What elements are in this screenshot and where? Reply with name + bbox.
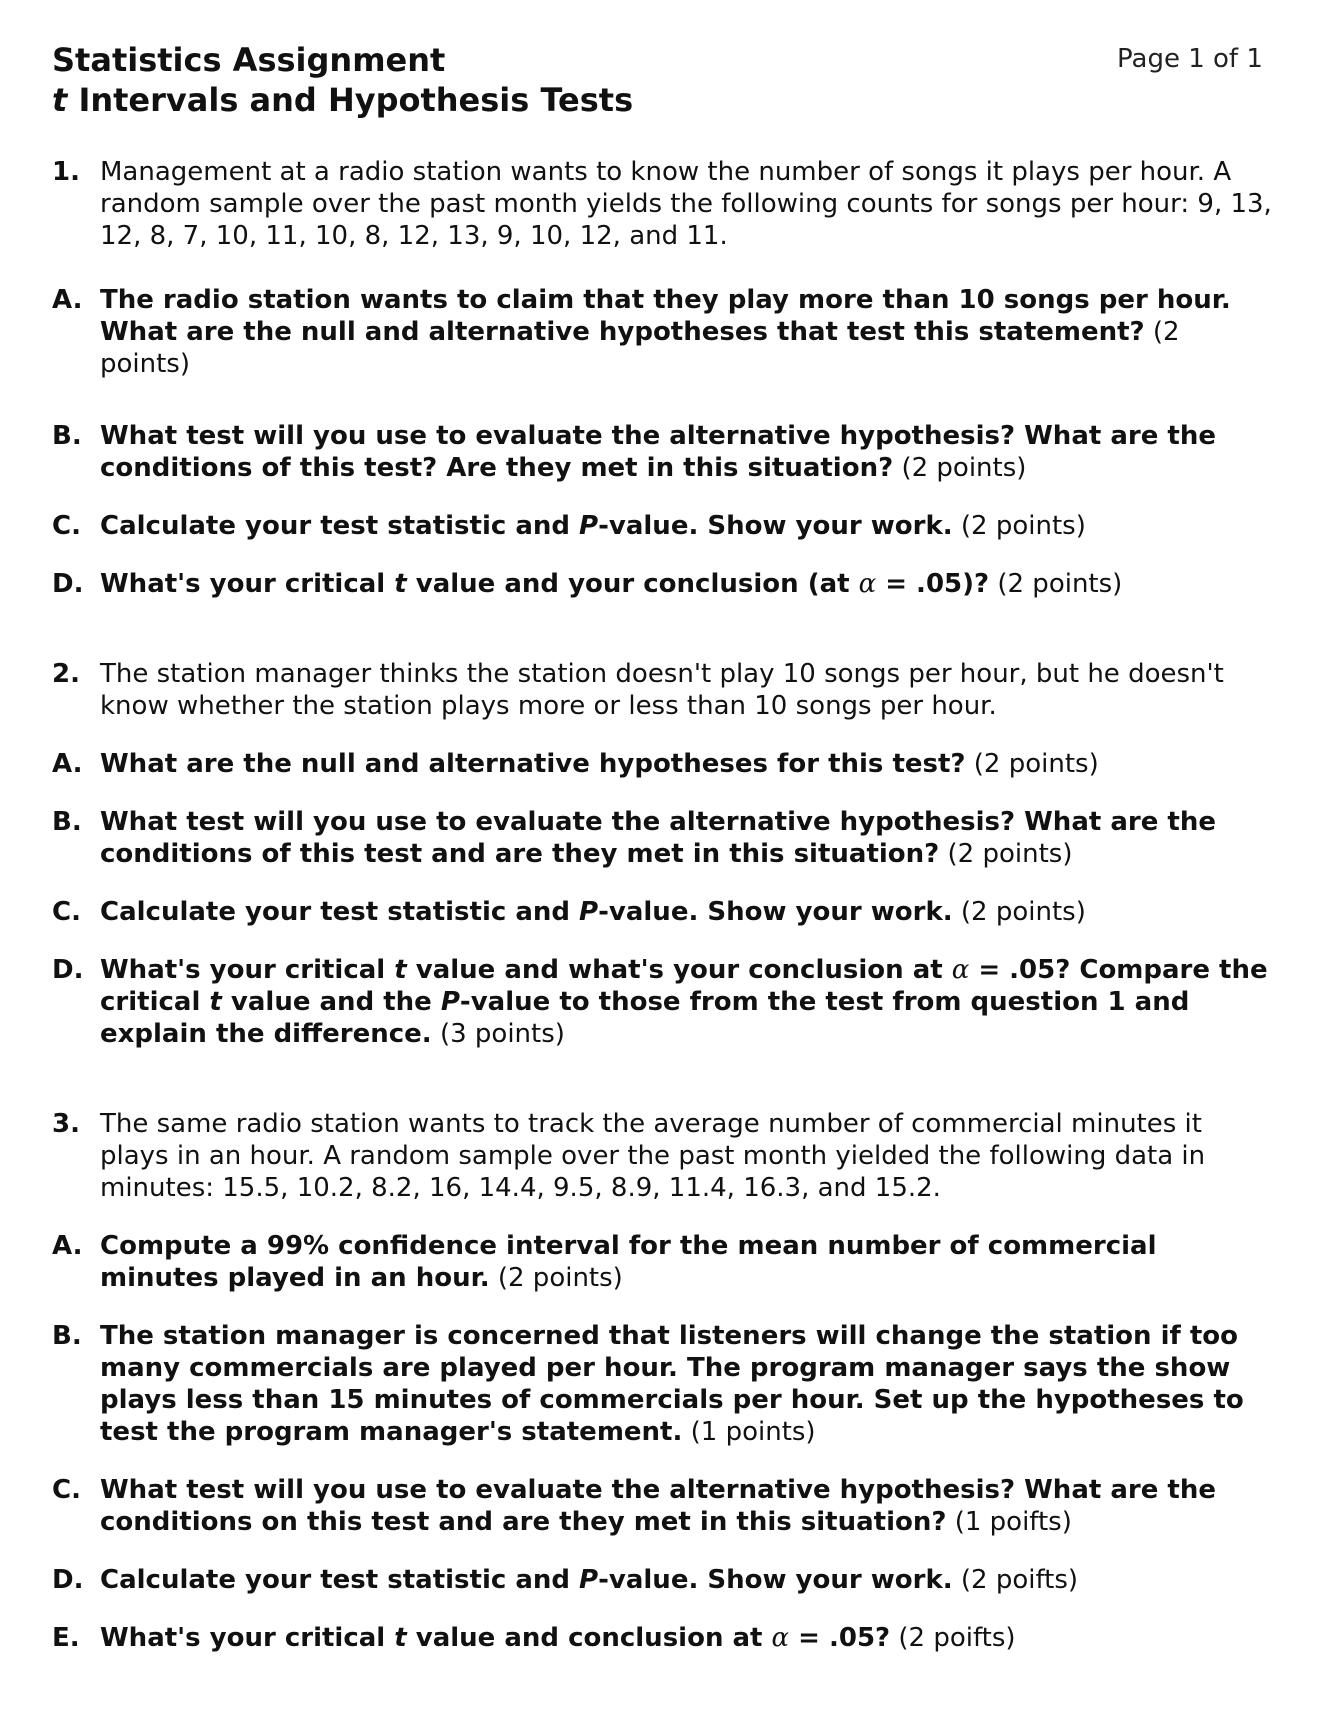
question-1-number: 1. [52, 157, 80, 187]
question-2d [52, 954, 1277, 1050]
question-3c-prompt: What test will you use to evaluate the alternative hypothesis? What are the conditions on this test and are they met in this situation? [100, 1475, 1216, 1537]
title-line-2-rest: Intervals and Hypothesis Tests [67, 81, 634, 119]
question-3c-points: (1 poifts) [946, 1507, 1072, 1537]
question-1c-p: P [579, 511, 599, 541]
question-2c-label: C. [52, 897, 81, 927]
question-2d-t2: t [209, 987, 222, 1017]
page-number: Page 1 of 1 [1117, 44, 1263, 74]
question-3b [52, 1320, 1277, 1448]
question-1d-text [100, 568, 1277, 600]
question-1a-text [100, 284, 1277, 380]
question-1d [52, 568, 1277, 600]
question-2d-points: (3 points) [431, 1019, 565, 1049]
question-2d-mid2: = .05? Compare the critical [100, 955, 1268, 1017]
question-2a-label: A. [52, 749, 83, 779]
question-2d-pre: What's your critical [100, 955, 395, 985]
question-2b-prompt: What test will you use to evaluate the alternative hypothesis? What are the conditions of this test and are they met in this situation? [100, 807, 1216, 869]
question-2b [52, 806, 1277, 870]
question-3c-text [100, 1474, 1277, 1538]
question-3d-post: -value. Show your work. [598, 1565, 953, 1595]
question-2c-post: -value. Show your work. [598, 897, 953, 927]
question-1d-pre: What's your critical [100, 569, 395, 599]
question-3a-points: (2 points) [489, 1263, 623, 1293]
question-2c [52, 896, 1277, 928]
question-2d-p: P [440, 987, 460, 1017]
question-2d-mid3: value and the [221, 987, 441, 1017]
question-1 [52, 156, 1277, 252]
question-1c-label: C. [52, 511, 81, 541]
question-2-number: 2. [52, 659, 80, 689]
question-3e-t: t [394, 1623, 407, 1653]
question-1c-pre: Calculate your test statistic and [100, 511, 580, 541]
question-1b-label: B. [52, 421, 82, 451]
question-3e-points: (2 poifts) [890, 1623, 1016, 1653]
question-2-text: The station manager thinks the station doesn't play 10 songs per hour, but he doesn't know whether the station plays more or less than 10 songs per hour. [100, 659, 1224, 721]
document-header [52, 40, 1252, 120]
question-2a-points: (2 points) [965, 749, 1099, 779]
question-3e-text [100, 1622, 1277, 1654]
question-1c-points: (2 points) [952, 511, 1086, 541]
alpha-symbol: α [858, 569, 877, 599]
question-2b-points: (2 points) [939, 839, 1073, 869]
question-1d-t: t [394, 569, 407, 599]
question-3d [52, 1564, 1277, 1596]
question-2d-mid: value and what's your conclusion at [406, 955, 952, 985]
title-t: t [52, 81, 68, 119]
question-3a-label: A. [52, 1231, 83, 1261]
question-3b-label: B. [52, 1321, 82, 1351]
question-1d-points: (2 points) [989, 569, 1123, 599]
alpha-symbol: α [951, 955, 970, 985]
question-1c-text [100, 510, 1277, 542]
question-3b-text [100, 1320, 1277, 1448]
question-3e-pre: What's your critical [100, 1623, 395, 1653]
question-1-text: Management at a radio station wants to know the number of songs it plays per hour. A random sample over the past month yields the following counts for songs per hour: 9, 13, 12, 8, 7, 10, 11, 10, 8, 12, 13, 9, 10, 12, and 11. [100, 157, 1272, 251]
title-line-2 [52, 80, 1252, 120]
question-3-text: The same radio station wants to track the average number of commercial minutes it plays in an hour. A random sample over the past month yielded the following data in minutes: 15.5, 10.2, 8.2, 16, 14.4, 9.5, 8.9, 11.4, 16.3, and 15.2. [100, 1109, 1206, 1203]
question-1d-label: D. [52, 569, 84, 599]
title-line-1: Statistics Assignment [52, 41, 446, 79]
question-3-number: 3. [52, 1109, 80, 1139]
question-1a-prompt: The radio station wants to claim that they play more than 10 songs per hour. What are the null and alternative hypotheses that test this statement? [100, 285, 1231, 347]
alpha-symbol: α [771, 1623, 790, 1653]
question-3d-text [100, 1564, 1277, 1596]
question-3c [52, 1474, 1277, 1538]
question-3d-p: P [579, 1565, 599, 1595]
question-1b-prompt: What test will you use to evaluate the alternative hypothesis? What are the conditions of this test? Are they met in this situation? [100, 421, 1216, 483]
question-1a-points: (2 points) [100, 317, 1180, 379]
question-3d-pre: Calculate your test statistic and [100, 1565, 580, 1595]
question-3a-text [100, 1230, 1277, 1294]
question-3b-points: (1 points) [682, 1417, 816, 1447]
question-3e [52, 1622, 1277, 1654]
question-1b [52, 420, 1277, 484]
question-3e-label: E. [52, 1623, 80, 1653]
question-3d-points: (2 poifts) [952, 1565, 1079, 1595]
question-3b-prompt: The station manager is concerned that listeners will change the station if too many commercials are played per hour. The program manager says the show plays less than 15 minutes of commercials per hour. Set up the hypotheses to test the program manager's statement. [100, 1321, 1244, 1447]
question-2c-text [100, 896, 1277, 928]
question-2b-text [100, 806, 1277, 870]
question-2c-pre: Calculate your test statistic and [100, 897, 580, 927]
question-1b-points: (2 points) [893, 453, 1027, 483]
question-3d-label: D. [52, 1565, 84, 1595]
question-1a [52, 284, 1277, 380]
question-1c [52, 510, 1277, 542]
question-2d-t: t [394, 955, 407, 985]
question-1d-mid: value and your conclusion (at [406, 569, 859, 599]
question-3a-prompt: Compute a 99% confidence interval for the mean number of commercial minutes played in an hour. [100, 1231, 1157, 1293]
question-1d-post: = .05)? [876, 569, 990, 599]
question-3c-label: C. [52, 1475, 81, 1505]
question-2b-label: B. [52, 807, 82, 837]
question-2 [52, 658, 1277, 722]
question-1a-label: A. [52, 285, 83, 315]
question-2d-label: D. [52, 955, 84, 985]
assignment-content [52, 156, 1277, 1654]
question-3e-mid: value and conclusion at [406, 1623, 772, 1653]
question-2d-text [100, 954, 1277, 1050]
question-2a-text [100, 748, 1277, 780]
question-2c-points: (2 points) [952, 897, 1086, 927]
question-2c-p: P [579, 897, 599, 927]
question-3e-post: = .05? [789, 1623, 891, 1653]
question-3a [52, 1230, 1277, 1294]
question-2a-prompt: What are the null and alternative hypotheses for this test? [100, 749, 966, 779]
question-3 [52, 1108, 1277, 1204]
question-1b-text [100, 420, 1277, 484]
question-2d-post: -value to those from the test from question 1 and explain the difference. [100, 987, 1190, 1049]
question-2a [52, 748, 1277, 780]
question-1c-post: -value. Show your work. [598, 511, 953, 541]
